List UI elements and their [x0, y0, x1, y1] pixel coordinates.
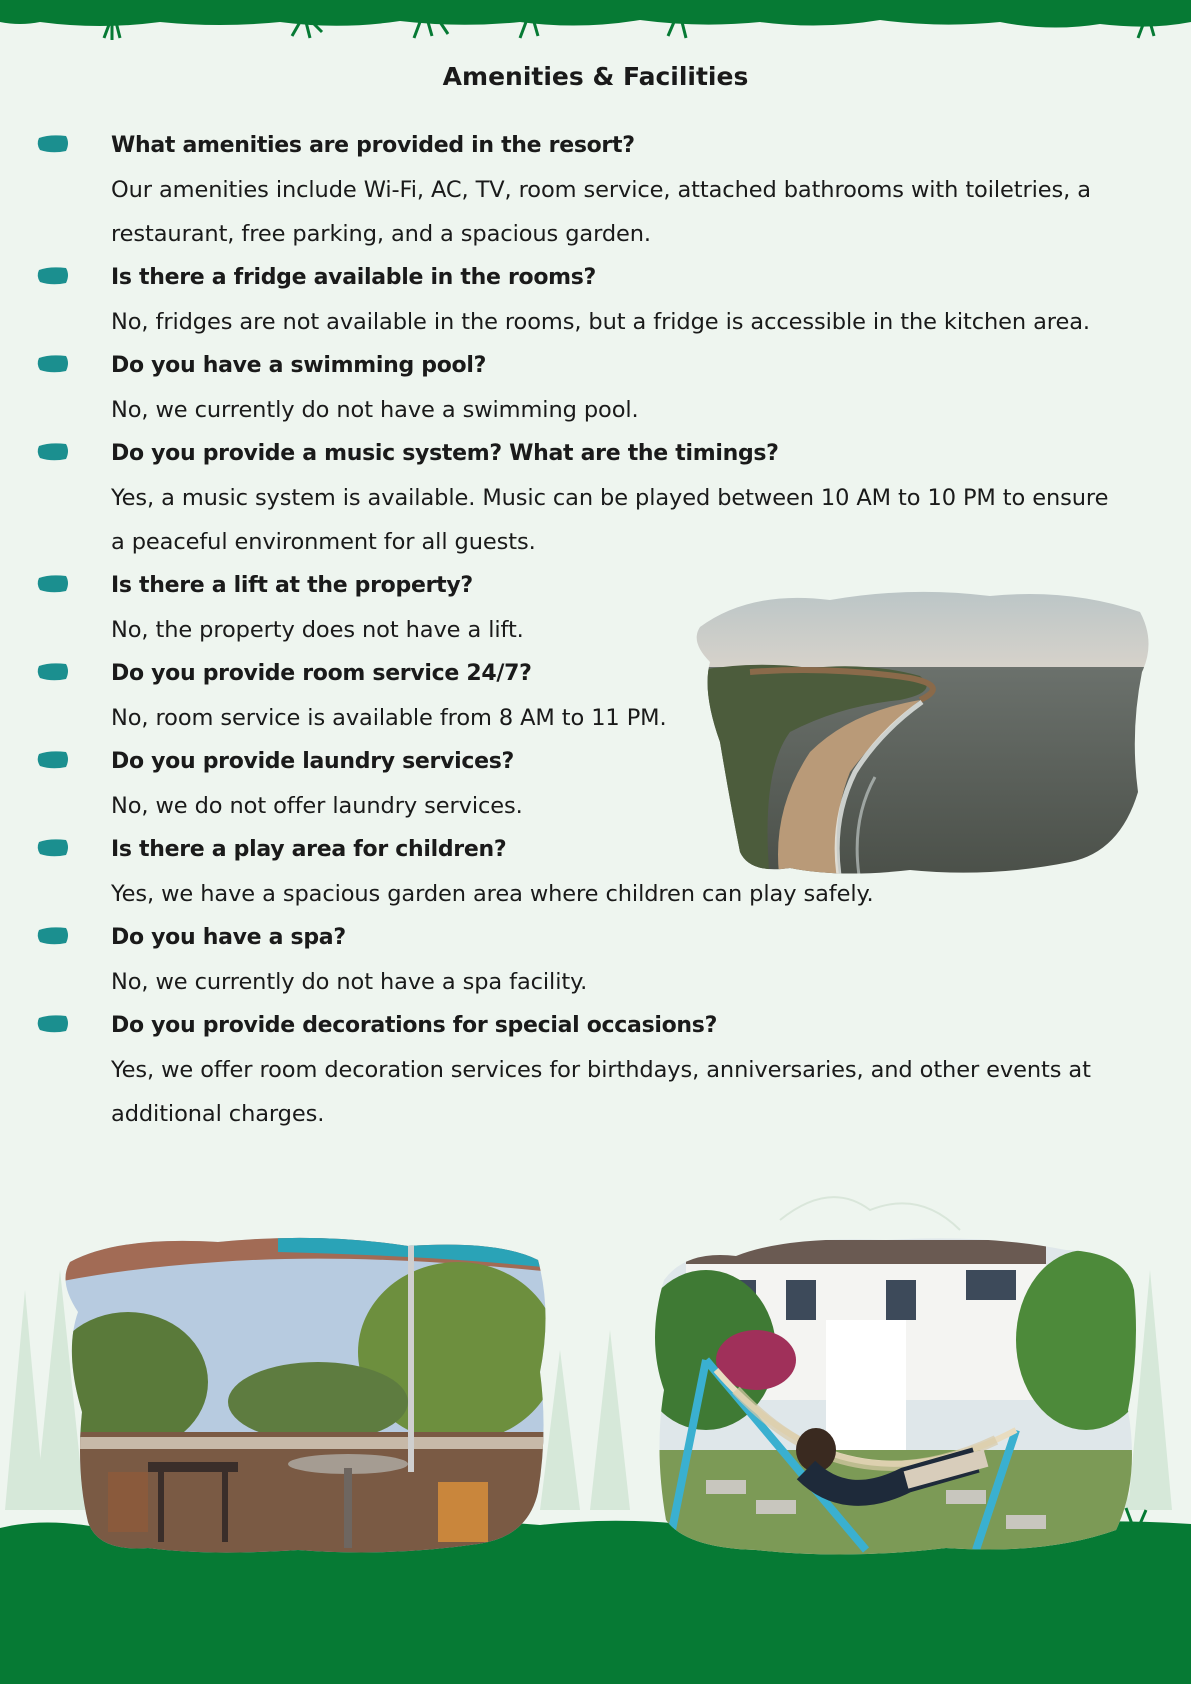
faq-question: Do you provide room service 24/7? — [111, 661, 532, 686]
brush-bullet-icon — [36, 1013, 70, 1035]
faq-answer: Our amenities include Wi-Fi, AC, TV, room service, attached bathrooms with toiletries, a restaurant, free parking, and a spacious garden. — [111, 177, 1091, 247]
faq-question: Is there a lift at the property? — [111, 573, 473, 598]
brush-bullet-icon — [36, 837, 70, 859]
faq-answer: No, fridges are not available in the rooms, but a fridge is accessible in the kitchen area. — [111, 309, 1090, 335]
faq-item — [0, 1004, 1191, 1136]
faq-answer: No, we currently do not have a swimming pool. — [111, 397, 639, 423]
brush-bullet-icon — [36, 265, 70, 287]
top-grass-band — [0, 0, 1191, 40]
faq-question: Do you have a swimming pool? — [111, 353, 487, 378]
brush-bullet-icon — [36, 353, 70, 375]
coastline-photo — [690, 582, 1156, 882]
faq-answer: Yes, we have a spacious garden area where children can play safely. — [111, 881, 874, 907]
hammock-villa-photo — [646, 1230, 1140, 1560]
brush-bullet-icon — [36, 925, 70, 947]
brush-bullet-icon — [36, 573, 70, 595]
restaurant-terrace-photo — [58, 1232, 552, 1557]
faq-answer: No, we do not offer laundry services. — [111, 793, 523, 819]
faq-question: Do you have a spa? — [111, 925, 346, 950]
faq-answer: No, room service is available from 8 AM to 11 PM. — [111, 705, 667, 731]
faq-answer: No, we currently do not have a spa facility. — [111, 969, 588, 995]
brush-bullet-icon — [36, 661, 70, 683]
faq-item — [0, 432, 1191, 564]
faq-item — [0, 344, 1191, 432]
faq-answer: No, the property does not have a lift. — [111, 617, 524, 643]
brush-bullet-icon — [36, 133, 70, 155]
faq-question: What amenities are provided in the resort? — [111, 133, 635, 158]
brush-bullet-icon — [36, 441, 70, 463]
page-title: Amenities & Facilities — [442, 62, 749, 91]
faq-item — [0, 256, 1191, 344]
faq-item — [0, 916, 1191, 1004]
faq-question: Do you provide decorations for special occasions? — [111, 1013, 718, 1038]
faq-question: Do you provide laundry services? — [111, 749, 515, 774]
faq-item — [0, 124, 1191, 256]
faq-question: Is there a play area for children? — [111, 837, 507, 862]
faq-question: Do you provide a music system? What are the timings? — [111, 441, 779, 466]
faq-question: Is there a fridge available in the rooms? — [111, 265, 597, 290]
brush-bullet-icon — [36, 749, 70, 771]
faq-answer: Yes, we offer room decoration services for birthdays, anniversaries, and other events at additional charges. — [111, 1057, 1091, 1127]
faq-answer: Yes, a music system is available. Music can be played between 10 AM to 10 PM to ensure a peaceful environment for all guests. — [111, 485, 1109, 555]
